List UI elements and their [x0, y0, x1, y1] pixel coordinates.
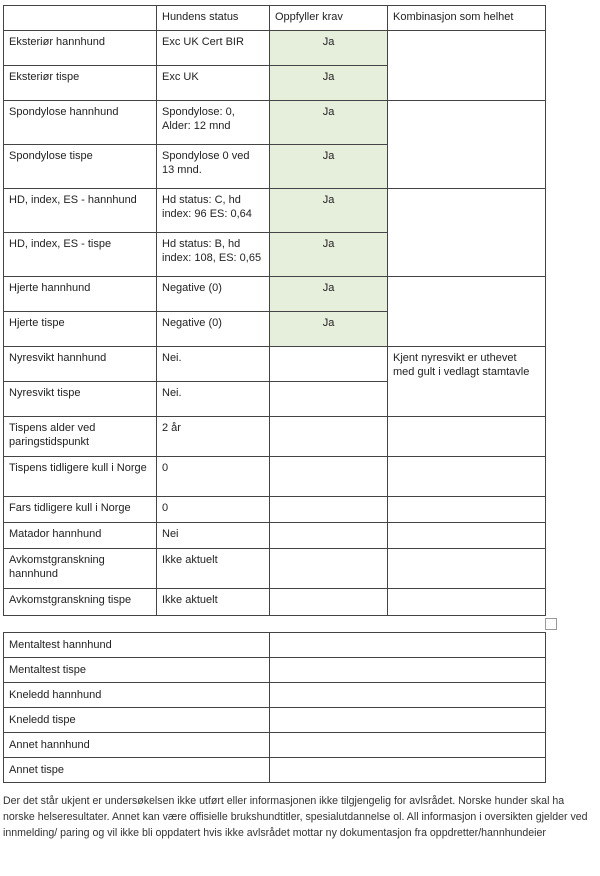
row-status: Exc UK [157, 66, 270, 101]
row-krav [270, 457, 388, 497]
kombinasjon-cell [388, 549, 546, 589]
table-row [4, 457, 546, 497]
table-row [4, 417, 546, 457]
row-status: Ikke aktuelt [157, 549, 270, 589]
row-value [270, 758, 546, 783]
kombinasjon-cell [388, 497, 546, 523]
row-krav: Ja [270, 101, 388, 145]
kombinasjon-cell [388, 101, 546, 189]
row-status: Hd status: C, hd index: 96 ES: 0,64 [157, 189, 270, 233]
row-label: Nyresvikt tispe [4, 382, 157, 417]
row-value [270, 733, 546, 758]
kombinasjon-cell [388, 523, 546, 549]
row-label: Fars tidligere kull i Norge [4, 497, 157, 523]
kombinasjon-cell [388, 457, 546, 497]
table-row [4, 589, 546, 616]
header-kombinasjon: Kombinasjon som helhet [388, 6, 546, 31]
header-status: Hundens status [157, 6, 270, 31]
kombinasjon-cell [388, 277, 546, 347]
table-row [4, 733, 546, 758]
row-value [270, 708, 546, 733]
row-krav: Ja [270, 312, 388, 347]
row-status: Hd status: B, hd index: 108, ES: 0,65 [157, 233, 270, 277]
row-krav: Ja [270, 277, 388, 312]
kombinasjon-nyresvikt: Kjent nyresvikt er uthevet med gult i vedlagt stamtavle [388, 347, 546, 417]
row-krav [270, 589, 388, 616]
row-status: Spondylose 0 ved 13 mnd. [157, 145, 270, 189]
row-krav: Ja [270, 233, 388, 277]
checkbox-icon[interactable] [545, 618, 557, 630]
table-row [4, 549, 546, 589]
row-value [270, 658, 546, 683]
footnote-text: Der det står ukjent er undersøkelsen ikke utført eller informasjonen ikke tilgjengelig for avlsrådet. Norske hunder skal ha norske helseresultater. Annet kan være offisielle brukshundtitler, spesialutdannelse ol. All informasjon i oversikten gjelder ved innmelding/ paring og vil ikke bli oppdatert hvis ikke avlsrådet mottar ny dokumentasjon fra oppdretter/hannhundeier [3, 795, 588, 839]
row-status: 2 år [157, 417, 270, 457]
row-label: Eksteriør hannhund [4, 31, 157, 66]
row-label: Matador hannhund [4, 523, 157, 549]
row-label: Tispens alder ved paringstidspunkt [4, 417, 157, 457]
table-row [4, 497, 546, 523]
row-status: Nei. [157, 382, 270, 417]
kombinasjon-cell [388, 31, 546, 101]
table-row [4, 189, 546, 233]
row-krav: Ja [270, 189, 388, 233]
row-krav [270, 523, 388, 549]
row-label: Kneledd tispe [4, 708, 270, 733]
kombinasjon-cell [388, 417, 546, 457]
row-status: Nei [157, 523, 270, 549]
additional-tests-table [3, 632, 546, 783]
row-label: Avkomstgranskning hannhund [4, 549, 157, 589]
row-label: Hjerte hannhund [4, 277, 157, 312]
row-status: Spondylose: 0, Alder: 12 mnd [157, 101, 270, 145]
table-row [4, 277, 546, 312]
row-krav [270, 417, 388, 457]
kombinasjon-cell [388, 189, 546, 277]
row-label: Tispens tidligere kull i Norge [4, 457, 157, 497]
table-row [4, 347, 546, 382]
table-row [4, 101, 546, 145]
row-label: Kneledd hannhund [4, 683, 270, 708]
row-label: Annet hannhund [4, 733, 270, 758]
header-empty [4, 6, 157, 31]
row-status: Nei. [157, 347, 270, 382]
header-krav: Oppfyller krav [270, 6, 388, 31]
row-label: Eksteriør tispe [4, 66, 157, 101]
table-row [4, 523, 546, 549]
row-krav: Ja [270, 31, 388, 66]
row-value [270, 633, 546, 658]
row-krav [270, 382, 388, 417]
row-label: Mentaltest tispe [4, 658, 270, 683]
kombinasjon-cell [388, 589, 546, 616]
row-status: Ikke aktuelt [157, 589, 270, 616]
row-krav [270, 497, 388, 523]
table-row [4, 658, 546, 683]
row-label: Nyresvikt hannhund [4, 347, 157, 382]
health-requirements-table [3, 5, 546, 616]
row-status: 0 [157, 497, 270, 523]
row-label: HD, index, ES - hannhund [4, 189, 157, 233]
row-value [270, 683, 546, 708]
row-label: Spondylose hannhund [4, 101, 157, 145]
row-status: 0 [157, 457, 270, 497]
row-krav: Ja [270, 66, 388, 101]
row-label: Mentaltest hannhund [4, 633, 270, 658]
row-label: HD, index, ES - tispe [4, 233, 157, 277]
row-krav [270, 347, 388, 382]
row-krav: Ja [270, 145, 388, 189]
row-status: Negative (0) [157, 277, 270, 312]
table-row [4, 708, 546, 733]
table-row [4, 683, 546, 708]
row-label: Spondylose tispe [4, 145, 157, 189]
header-row [4, 6, 546, 31]
row-label: Avkomstgranskning tispe [4, 589, 157, 616]
table-row [4, 758, 546, 783]
row-krav [270, 549, 388, 589]
table-row [4, 633, 546, 658]
row-label: Hjerte tispe [4, 312, 157, 347]
row-label: Annet tispe [4, 758, 270, 783]
row-status: Negative (0) [157, 312, 270, 347]
table-row [4, 31, 546, 66]
row-status: Exc UK Cert BIR [157, 31, 270, 66]
